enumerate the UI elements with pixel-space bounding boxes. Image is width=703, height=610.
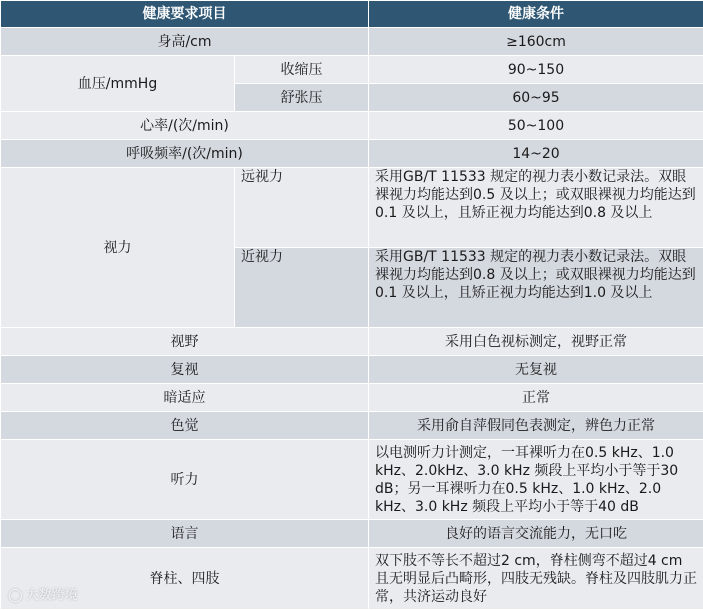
- language-value: 良好的语言交流能力，无口吃: [369, 520, 703, 548]
- far-vision-value: 采用GB/T 11533 规定的视力表小数记录法。双眼裸视力均能达到0.5 及以上；或双眼裸视力均能达到0.1 及以上，且矫正视力均能达到0.8 及以上: [369, 168, 703, 248]
- systolic-value: 90~150: [369, 56, 703, 84]
- visual-field-value: 采用白色视标测定，视野正常: [369, 328, 703, 356]
- spine-limbs-item: 脊柱、四肢: [1, 548, 369, 610]
- respiration-item: 呼吸频率/(次/min): [1, 140, 369, 168]
- watermark-text: 大数跨境: [26, 588, 78, 603]
- table-row: [1, 112, 703, 140]
- height-item: 身高/cm: [1, 28, 369, 56]
- table-row: [1, 140, 703, 168]
- watermark: [8, 584, 78, 603]
- logo-icon: ◯: [8, 588, 23, 603]
- table-row: [1, 412, 703, 440]
- visual-field-item: 视野: [1, 328, 369, 356]
- diastolic-value: 60~95: [369, 84, 703, 112]
- heart-rate-value: 50~100: [369, 112, 703, 140]
- diplopia-item: 复视: [1, 356, 369, 384]
- systolic-label: 收缩压: [235, 56, 369, 84]
- diastolic-label: 舒张压: [235, 84, 369, 112]
- dark-adaptation-item: 暗适应: [1, 384, 369, 412]
- hearing-item: 听力: [1, 440, 369, 520]
- diplopia-value: 无复视: [369, 356, 703, 384]
- table-row: [1, 168, 703, 248]
- height-value: ≥160cm: [369, 28, 703, 56]
- color-vision-item: 色觉: [1, 412, 369, 440]
- far-vision-label: 远视力: [235, 168, 369, 248]
- table-header-row: [1, 1, 703, 28]
- header-item: 健康要求项目: [1, 1, 369, 28]
- table-row: [1, 328, 703, 356]
- language-item: 语言: [1, 520, 369, 548]
- table-row: [1, 56, 703, 84]
- header-condition: 健康条件: [369, 1, 703, 28]
- blood-pressure-item: 血压/mmHg: [1, 56, 235, 112]
- vision-item: 视力: [1, 168, 235, 328]
- respiration-value: 14~20: [369, 140, 703, 168]
- table-row: [1, 384, 703, 412]
- hearing-value: 以电测听力计测定，一耳裸听力在0.5 kHz、1.0 kHz、2.0kHz、3.0 kHz 频段上平均小于等于30 dB；另一耳裸听力在0.5 kHz、1.0 kHz、2.0 kHz、3.0 kHz 频段上平均小于等于40 dB: [369, 440, 703, 520]
- dark-adaptation-value: 正常: [369, 384, 703, 412]
- table-row: [1, 440, 703, 520]
- table-row: [1, 28, 703, 56]
- near-vision-value: 采用GB/T 11533 规定的视力表小数记录法。双眼裸视力均能达到0.8 及以上；或双眼裸视力均能达到0.1 及以上，且矫正视力均能达到1.0 及以上: [369, 248, 703, 328]
- heart-rate-item: 心率/(次/min): [1, 112, 369, 140]
- table-row: [1, 520, 703, 548]
- table-row: [1, 548, 703, 610]
- color-vision-value: 采用俞自萍假同色表测定，辨色力正常: [369, 412, 703, 440]
- table-row: [1, 356, 703, 384]
- near-vision-label: 近视力: [235, 248, 369, 328]
- spine-limbs-value: 双下肢不等长不超过2 cm，脊柱侧弯不超过4 cm 且无明显后凸畸形，四肢无残缺。脊柱及四肢肌力正常，共济运动良好: [369, 548, 703, 610]
